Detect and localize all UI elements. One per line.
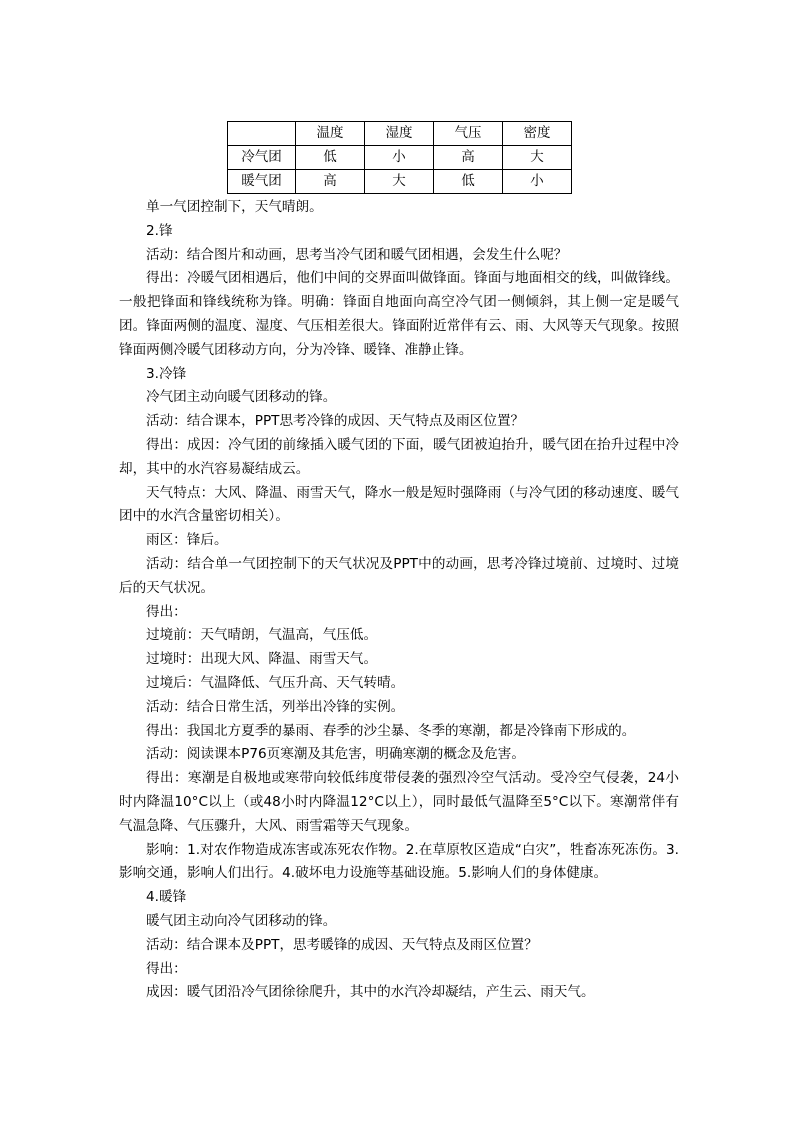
table-cell: 高 bbox=[434, 146, 503, 170]
paragraph: 活动：结合日常生活，列举出冷锋的实例。 bbox=[146, 698, 405, 715]
table-cell: 冷气团 bbox=[228, 146, 296, 170]
paragraph: 暖气团主动向冷气团移动的锋。 bbox=[146, 912, 337, 929]
paragraph: 雨区：锋后。 bbox=[146, 532, 228, 549]
paragraph: 得出：寒潮是自极地或寒带向较低纬度带侵袭的强烈冷空气活动。受冷空气侵袭，24小时内降温10°C以上（或48小时内降温12°C以上），同时最低气温降至5°C以下。寒潮常伴有气温急降、气压骤升，大风、雨雪霜等天气现象。 bbox=[119, 770, 679, 834]
document-body bbox=[119, 196, 679, 1005]
table-row bbox=[228, 146, 572, 170]
table-row bbox=[228, 170, 572, 194]
table-header-cell bbox=[228, 122, 296, 146]
paragraph: 天气特点：大风、降温、雨雪天气，降水一般是短时强降雨（与冷气团的移动速度、暖气团中的水汽含量密切相关）。 bbox=[119, 484, 679, 525]
paragraph: 过境时：出现大风、降温、雨雪天气。 bbox=[146, 651, 378, 668]
paragraph: 冷气团主动向暖气团移动的锋。 bbox=[146, 389, 337, 406]
table-cell: 低 bbox=[434, 170, 503, 194]
table-header-cell: 气压 bbox=[434, 122, 503, 146]
paragraph: 得出：冷暖气团相遇后，他们中间的交界面叫做锋面。锋面与地面相交的线，叫做锋线。一般把锋面和锋线统称为锋。明确：锋面自地面向高空冷气团一侧倾斜，其上侧一定是暖气团。锋面两侧的温度、湿度、气压相差很大。锋面附近常伴有云、雨、大风等天气现象。按照锋面两侧冷暖气团移动方向，分为冷锋、暖锋、准静止锋。 bbox=[119, 270, 679, 358]
paragraph: 过境后：气温降低、气压升高、天气转晴。 bbox=[146, 674, 405, 691]
paragraph: 活动：结合课本及PPT，思考暖锋的成因、天气特点及雨区位置？ bbox=[146, 936, 538, 953]
paragraph: 成因：暖气团沿冷气团徐徐爬升，其中的水汽冷却凝结，产生云、雨天气。 bbox=[146, 984, 595, 1001]
table-cell: 小 bbox=[365, 146, 434, 170]
paragraph: 得出：成因：冷气团的前缘插入暖气团的下面，暖气团被迫抬升，暖气团在抬升过程中冷却，其中的水汽容易凝结成云。 bbox=[119, 436, 679, 477]
paragraph: 单一气团控制下，天气晴朗。 bbox=[146, 199, 323, 215]
paragraph: 得出： bbox=[146, 603, 187, 620]
paragraph: 过境前：天气晴朗，气温高，气压低。 bbox=[146, 627, 378, 644]
table-cell: 暖气团 bbox=[228, 170, 296, 194]
table-header-row bbox=[228, 122, 572, 146]
section-heading: 2.锋 bbox=[146, 222, 173, 239]
table-cell: 小 bbox=[503, 170, 572, 194]
table-header-cell: 温度 bbox=[296, 122, 365, 146]
paragraph: 活动：阅读课本P76页寒潮及其危害，明确寒潮的概念及危害。 bbox=[146, 746, 525, 763]
section-heading: 4.暖锋 bbox=[146, 889, 187, 906]
paragraph: 活动：结合图片和动画，思考当冷气团和暖气团相遇，会发生什么呢？ bbox=[146, 246, 568, 263]
table-header-cell: 湿度 bbox=[365, 122, 434, 146]
table-cell: 大 bbox=[365, 170, 434, 194]
table-cell: 低 bbox=[296, 146, 365, 170]
air-mass-properties-table bbox=[227, 121, 572, 194]
paragraph: 得出：我国北方夏季的暴雨、春季的沙尘暴、冬季的寒潮，都是冷锋南下形成的。 bbox=[146, 722, 636, 739]
table-cell: 高 bbox=[296, 170, 365, 194]
paragraph: 活动：结合课本，PPT思考冷锋的成因、天气特点及雨区位置？ bbox=[146, 413, 525, 430]
paragraph: 影响：1.对农作物造成冻害或冻死农作物。2.在草原牧区造成“白灾”，牲畜冻死冻伤。3.影响交通，影响人们出行。4.破坏电力设施等基础设施。5.影响人们的身体健康。 bbox=[119, 841, 679, 882]
table-header-cell: 密度 bbox=[503, 122, 572, 146]
table-cell: 大 bbox=[503, 146, 572, 170]
paragraph: 活动：结合单一气团控制下的天气状况及PPT中的动画，思考冷锋过境前、过境时、过境后的天气状况。 bbox=[119, 555, 679, 596]
section-heading: 3.冷锋 bbox=[146, 365, 187, 382]
paragraph: 得出： bbox=[146, 960, 187, 977]
